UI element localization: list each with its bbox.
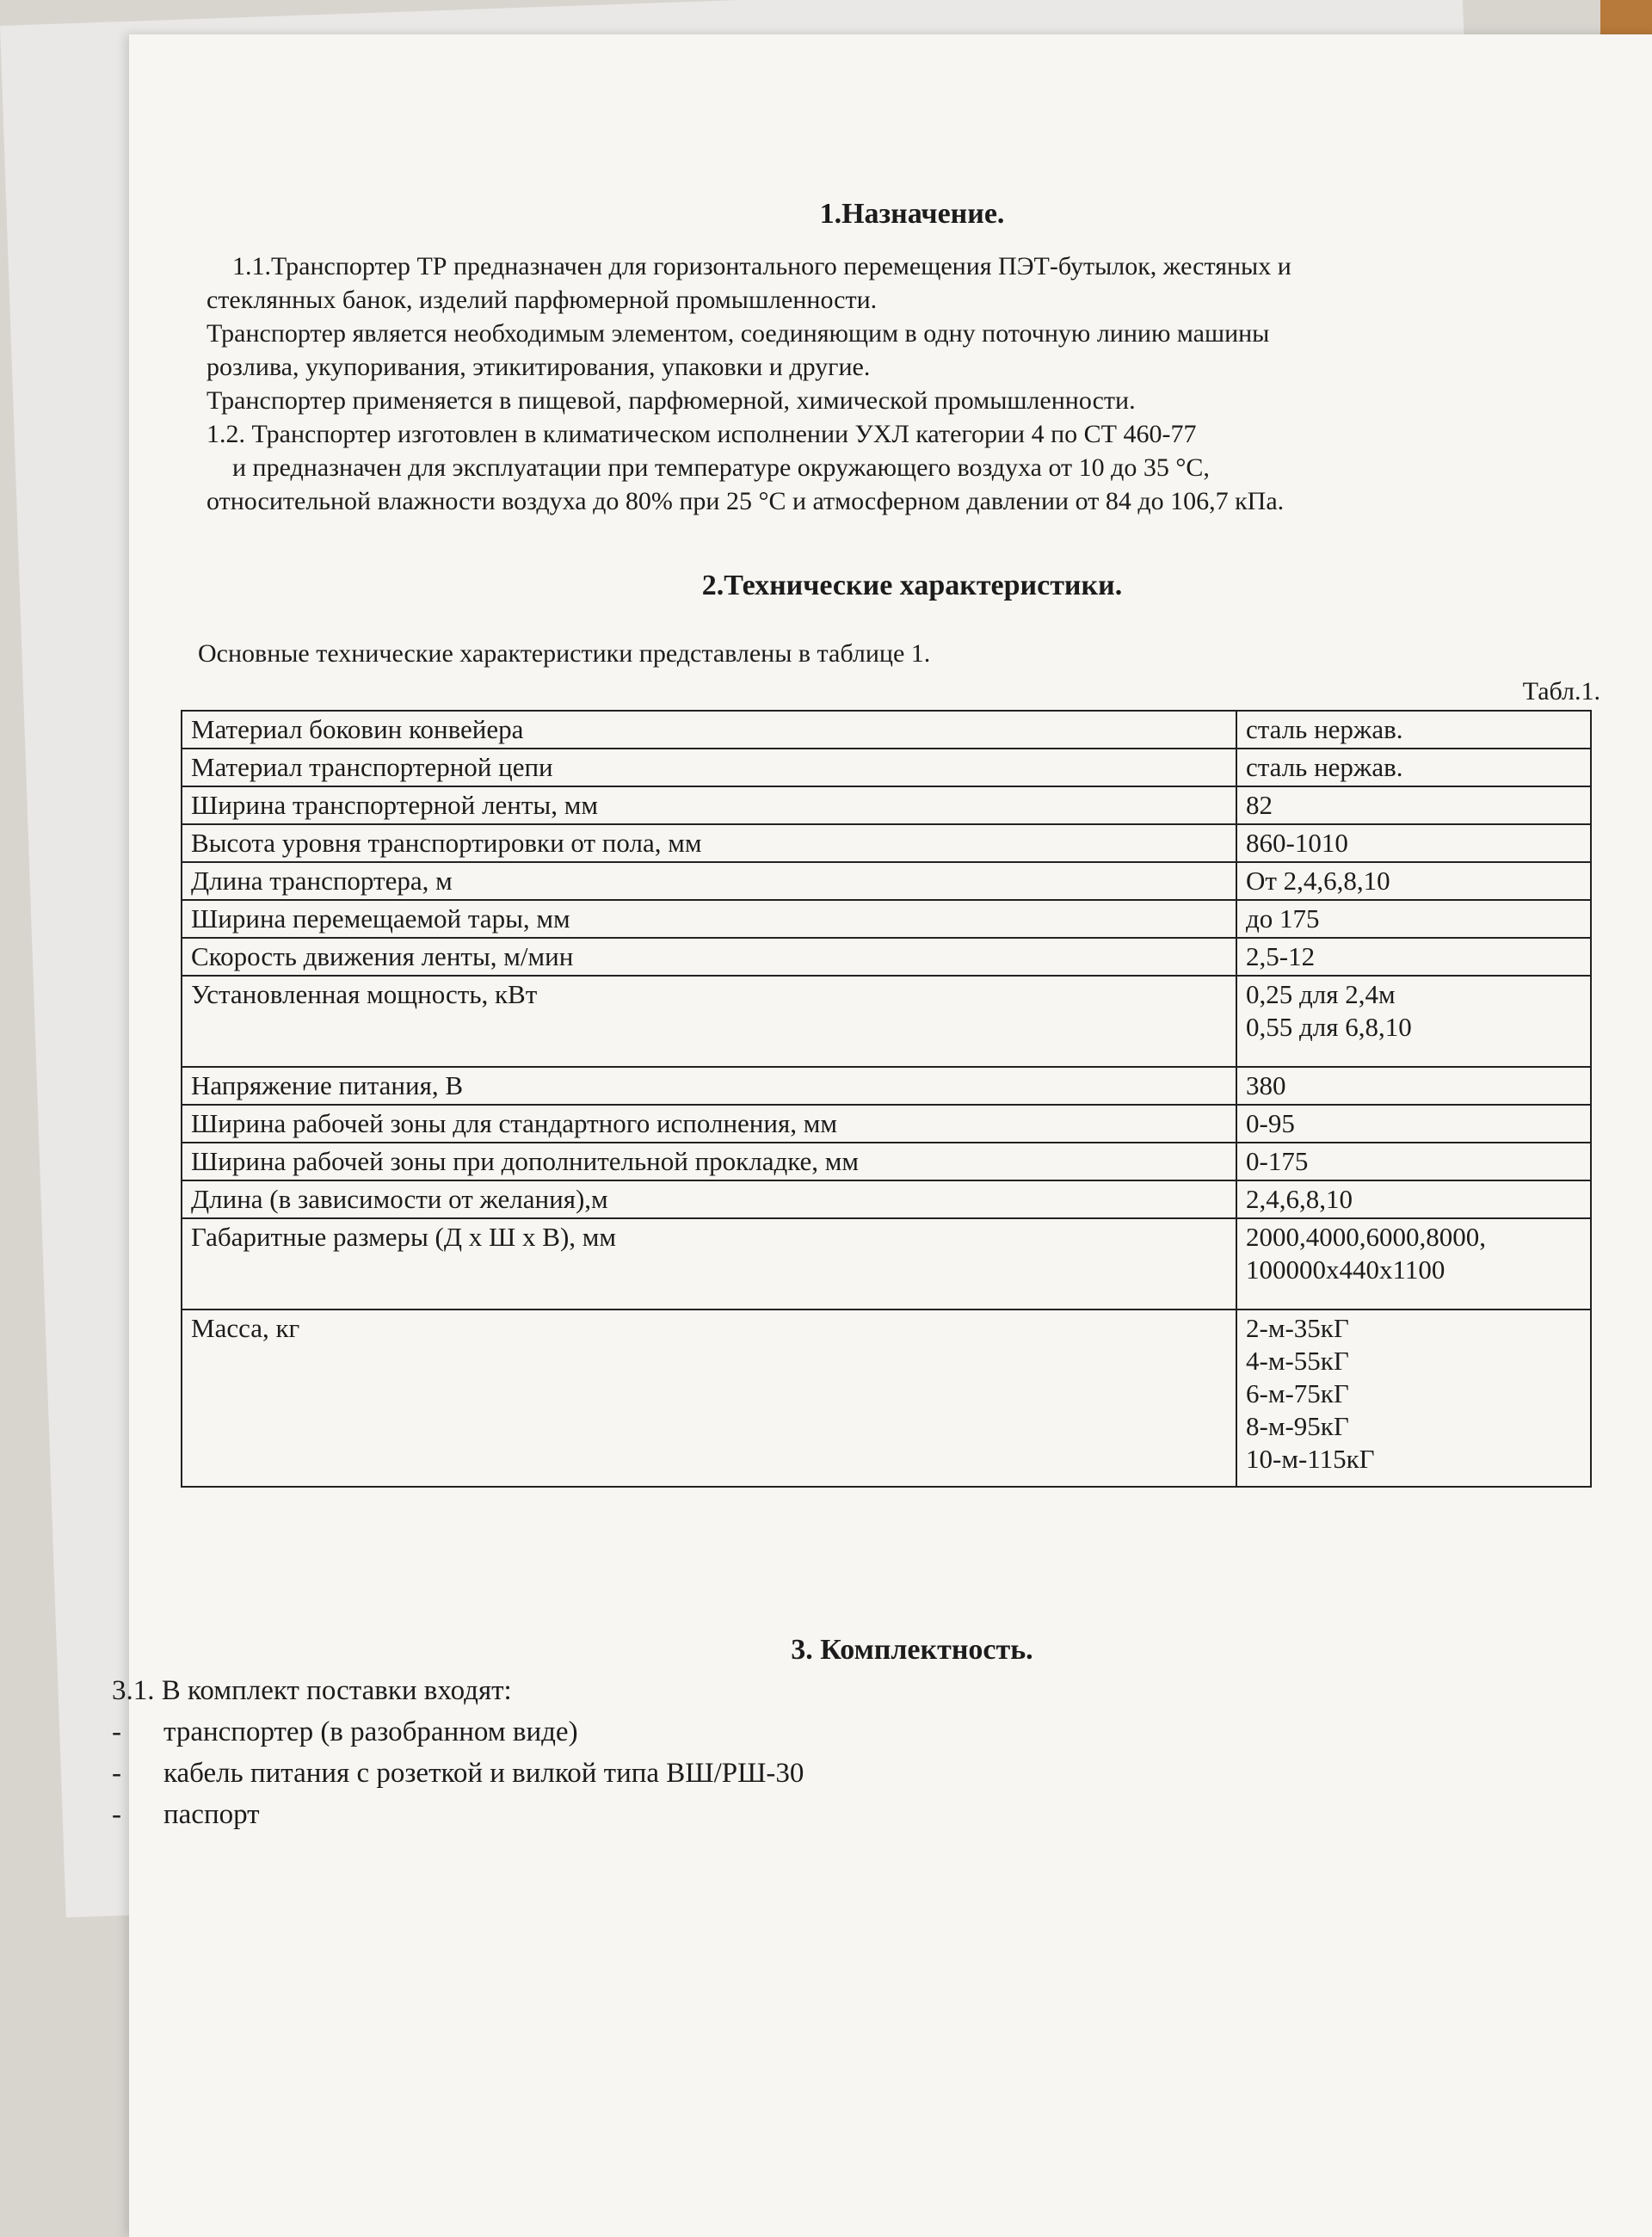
paragraph: стеклянных банок, изделий парфюмерной промышленности. (206, 286, 878, 314)
param-cell: Длина транспортера, м (182, 862, 1236, 900)
value-line: 0,55 для 6,8,10 (1246, 1012, 1412, 1042)
param-cell: Длина (в зависимости от желания),м (182, 1180, 1236, 1218)
param-cell: Установленная мощность, кВт (182, 976, 1236, 1067)
list-item-text: кабель питания с розеткой и вилкой типа ВШ/РШ-30 (163, 1758, 804, 1789)
table-row (182, 749, 1591, 786)
section-2-title: 2.Технические характеристики. (701, 570, 1123, 601)
table-row (182, 1105, 1591, 1143)
dash-marker: - (112, 1799, 121, 1830)
value-cell: От 2,4,6,8,10 (1236, 862, 1591, 900)
value-cell: 380 (1236, 1067, 1591, 1105)
table-row (182, 786, 1591, 824)
value-line: 6-м-75кГ (1246, 1378, 1349, 1408)
value-line: 2-м-35кГ (1246, 1313, 1349, 1343)
value-cell: 0-95 (1236, 1105, 1591, 1143)
value-cell (1236, 976, 1591, 1067)
value-cell: 2,5-12 (1236, 938, 1591, 976)
param-cell: Ширина перемещаемой тары, мм (182, 900, 1236, 938)
value-cell (1236, 1218, 1591, 1310)
paragraph: относительной влажности воздуха до 80% при 25 °С и атмосферном давлении от 84 до 106,7 кПа. (206, 487, 1285, 515)
document-body (112, 198, 1618, 1835)
list-item-text: транспортер (в разобранном виде) (163, 1716, 578, 1747)
value-cell: сталь нержав. (1236, 749, 1591, 786)
list-item-text: паспорт (163, 1799, 260, 1830)
list-item (112, 1711, 1618, 1753)
delivery-list (112, 1670, 1618, 1835)
list-item (112, 1794, 1618, 1835)
param-cell: Материал транспортерной цепи (182, 749, 1236, 786)
param-cell: Ширина транспортерной ленты, мм (182, 786, 1236, 824)
value-cell (1236, 1310, 1591, 1487)
paragraph: розлива, укупоривания, этикитирования, упаковки и другие. (206, 353, 871, 381)
list-intro: 3.1. В комплект поставки входят: (112, 1675, 512, 1706)
list-item (112, 1753, 1618, 1794)
value-line: 8-м-95кГ (1246, 1411, 1349, 1441)
value-line: 10-м-115кГ (1246, 1444, 1375, 1474)
paragraph: и предназначен для эксплуатации при температуре окружающего воздуха от 10 до 35 °С, (232, 453, 1210, 482)
paragraph: Транспортер является необходимым элементом, соединяющим в одну поточную линию машины (206, 319, 1270, 348)
value-cell: 0-175 (1236, 1143, 1591, 1180)
table-label: Табл.1. (1522, 677, 1600, 706)
value-cell: до 175 (1236, 900, 1591, 938)
value-line: 0,25 для 2,4м (1246, 979, 1396, 1009)
table-row (182, 711, 1591, 749)
table-row (182, 1310, 1591, 1487)
table-row (182, 938, 1591, 976)
table-intro: Основные технические характеристики представлены в таблице 1. (198, 639, 931, 668)
table-row (182, 1180, 1591, 1218)
table-row (182, 976, 1591, 1067)
specs-table (181, 710, 1592, 1488)
dash-marker: - (112, 1758, 121, 1789)
document-page (112, 34, 1652, 2237)
value-line: 2000,4000,6000,8000, (1246, 1222, 1486, 1252)
table-row (182, 824, 1591, 862)
paragraph: Транспортер применяется в пищевой, парфюмерной, химической промышленности. (206, 386, 1136, 415)
param-cell: Габаритные размеры (Д х Ш х В), мм (182, 1218, 1236, 1310)
param-cell: Ширина рабочей зоны для стандартного исполнения, мм (182, 1105, 1236, 1143)
table-row (182, 1218, 1591, 1310)
dash-marker: - (112, 1716, 121, 1747)
table-row (182, 900, 1591, 938)
table-row (182, 1067, 1591, 1105)
param-cell: Материал боковин конвейера (182, 711, 1236, 749)
value-cell: 82 (1236, 786, 1591, 824)
section-1-title: 1.Назначение. (819, 198, 1005, 230)
value-cell: 860-1010 (1236, 824, 1591, 862)
table-row (182, 862, 1591, 900)
value-line: 4-м-55кГ (1246, 1346, 1349, 1376)
table-row (182, 1143, 1591, 1180)
param-cell: Масса, кг (182, 1310, 1236, 1487)
param-cell: Скорость движения ленты, м/мин (182, 938, 1236, 976)
value-cell: 2,4,6,8,10 (1236, 1180, 1591, 1218)
param-cell: Напряжение питания, В (182, 1067, 1236, 1105)
value-line: 100000х440х1100 (1246, 1254, 1446, 1285)
value-cell: сталь нержав. (1236, 711, 1591, 749)
paragraph: 1.2. Транспортер изготовлен в климатическом исполнении УХЛ категории 4 по СТ 460-77 (206, 420, 1197, 448)
paragraph: 1.1.Транспортер ТР предназначен для горизонтального перемещения ПЭТ-бутылок, жестяных и (232, 252, 1291, 280)
section-1-text (206, 250, 1618, 518)
param-cell: Высота уровня транспортировки от пола, мм (182, 824, 1236, 862)
param-cell: Ширина рабочей зоны при дополнительной прокладке, мм (182, 1143, 1236, 1180)
section-3-title: 3. Комплектность. (791, 1634, 1033, 1666)
